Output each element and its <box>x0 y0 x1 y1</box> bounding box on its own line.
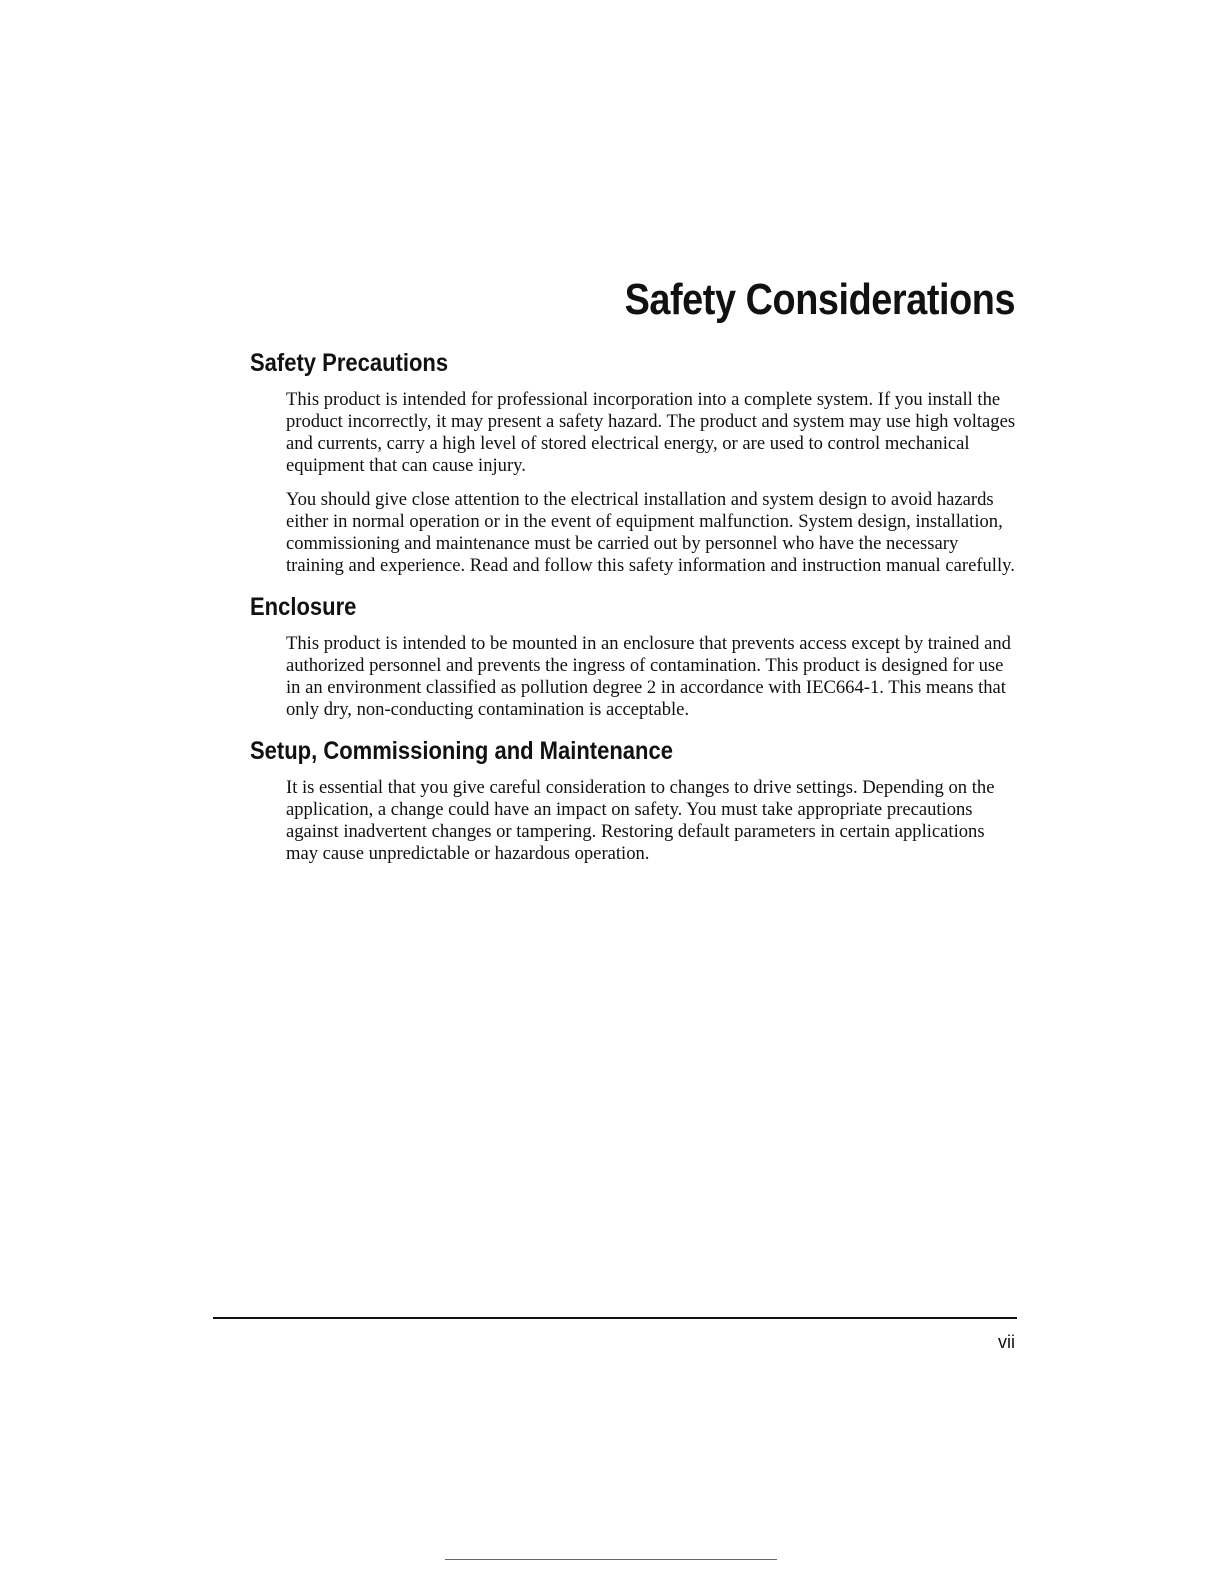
safety-precautions-paragraph-1: This product is intended for professional incorporation into a complete system. If you install the product incorrectly, it may present a safety hazard. The product and system may use high voltages and currents, carry a high level of stored electrical energy, or are used to control mechanical equipment that can cause injury. <box>286 389 1016 476</box>
section-setup-commissioning-maintenance <box>250 733 1016 865</box>
section-enclosure <box>250 589 1016 721</box>
footer-divider <box>213 1317 1017 1319</box>
section-heading-setup-commissioning-maintenance: Setup, Commissioning and Maintenance <box>250 737 673 765</box>
safety-precautions-paragraph-2: You should give close attention to the electrical installation and system design to avoid hazards either in normal operation or in the event of equipment malfunction. System design, installation, commissioning and maintenance must be carried out by personnel who have the necessary training and experience. Read and follow this safety information and instruction manual carefully. <box>286 489 1015 576</box>
section-safety-precautions <box>250 345 1016 577</box>
enclosure-paragraph-1: This product is intended to be mounted in an enclosure that prevents access except by trained and authorized personnel and prevents the ingress of contamination. This product is designed for use in an environment classified as pollution degree 2 in accordance with IEC664-1. This means that only dry, non-conducting contamination is acceptable. <box>286 633 1011 720</box>
page-content <box>250 345 1016 877</box>
setup-paragraph-1: It is essential that you give careful consideration to changes to drive settings. Depending on the application, a change could have an impact on safety. You must take appropriate precautions against inadvertent changes or tampering. Restoring default parameters in certain applications may cause unpredictable or hazardous operation. <box>286 777 995 864</box>
section-heading-safety-precautions: Safety Precautions <box>250 349 449 377</box>
page-number: vii <box>998 1332 1015 1352</box>
chapter-title: Safety Considerations <box>624 275 1015 324</box>
section-heading-enclosure: Enclosure <box>250 593 357 621</box>
bottom-link-underline <box>445 1559 777 1560</box>
